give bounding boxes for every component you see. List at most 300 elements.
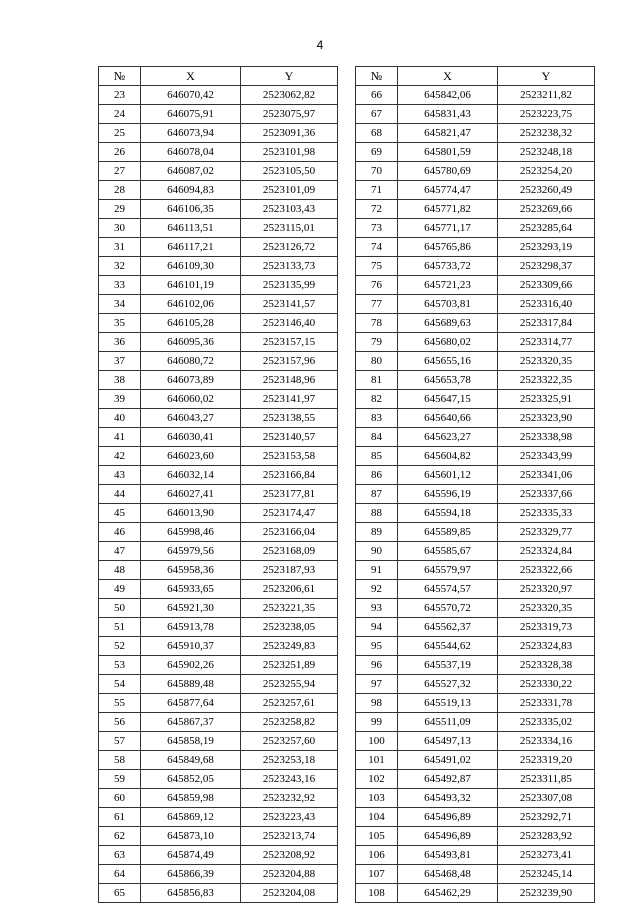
- y-coordinate-right: 2523320,35: [498, 352, 595, 371]
- table-row: [99, 86, 595, 105]
- x-coordinate-right: 645579,97: [398, 561, 498, 580]
- header-number-left: №: [99, 67, 141, 86]
- table-row: [99, 599, 595, 618]
- column-gap: [338, 884, 356, 903]
- x-coordinate-right: 645544,62: [398, 637, 498, 656]
- table-row: [99, 618, 595, 637]
- y-coordinate-right: 2523331,78: [498, 694, 595, 713]
- x-coordinate-right: 645680,02: [398, 333, 498, 352]
- y-coordinate-right: 2523238,32: [498, 124, 595, 143]
- x-coordinate-right: 645462,29: [398, 884, 498, 903]
- point-number-right: 83: [356, 409, 398, 428]
- x-coordinate-left: 646113,51: [141, 219, 241, 238]
- point-number-left: 51: [99, 618, 141, 637]
- table-row: [99, 675, 595, 694]
- y-coordinate-right: 2523248,18: [498, 143, 595, 162]
- x-coordinate-right: 645511,09: [398, 713, 498, 732]
- y-coordinate-left: 2523204,08: [241, 884, 338, 903]
- x-coordinate-right: 645570,72: [398, 599, 498, 618]
- point-number-left: 62: [99, 827, 141, 846]
- x-coordinate-right: 645496,89: [398, 808, 498, 827]
- point-number-left: 42: [99, 447, 141, 466]
- y-coordinate-right: 2523309,66: [498, 276, 595, 295]
- x-coordinate-right: 645585,67: [398, 542, 498, 561]
- x-coordinate-left: 646078,04: [141, 143, 241, 162]
- point-number-left: 35: [99, 314, 141, 333]
- y-coordinate-right: 2523328,38: [498, 656, 595, 675]
- column-gap: [338, 314, 356, 333]
- point-number-left: 40: [99, 409, 141, 428]
- y-coordinate-left: 2523166,04: [241, 523, 338, 542]
- y-coordinate-right: 2523211,82: [498, 86, 595, 105]
- x-coordinate-right: 645574,57: [398, 580, 498, 599]
- y-coordinate-left: 2523146,40: [241, 314, 338, 333]
- y-coordinate-left: 2523221,35: [241, 599, 338, 618]
- x-coordinate-left: 646013,90: [141, 504, 241, 523]
- table-row: [99, 143, 595, 162]
- point-number-left: 23: [99, 86, 141, 105]
- column-gap: [338, 105, 356, 124]
- table-row: [99, 371, 595, 390]
- point-number-left: 65: [99, 884, 141, 903]
- y-coordinate-right: 2523319,73: [498, 618, 595, 637]
- point-number-right: 70: [356, 162, 398, 181]
- y-coordinate-right: 2523311,85: [498, 770, 595, 789]
- point-number-left: 50: [99, 599, 141, 618]
- point-number-right: 104: [356, 808, 398, 827]
- y-coordinate-right: 2523254,20: [498, 162, 595, 181]
- x-coordinate-left: 646032,14: [141, 466, 241, 485]
- x-coordinate-right: 645653,78: [398, 371, 498, 390]
- point-number-right: 81: [356, 371, 398, 390]
- table-header-row: [99, 67, 595, 86]
- y-coordinate-right: 2523269,66: [498, 200, 595, 219]
- point-number-left: 64: [99, 865, 141, 884]
- y-coordinate-right: 2523320,35: [498, 599, 595, 618]
- column-gap: [338, 846, 356, 865]
- point-number-right: 97: [356, 675, 398, 694]
- point-number-right: 108: [356, 884, 398, 903]
- table-row: [99, 200, 595, 219]
- y-coordinate-right: 2523298,37: [498, 257, 595, 276]
- x-coordinate-left: 645849,68: [141, 751, 241, 770]
- point-number-left: 53: [99, 656, 141, 675]
- x-coordinate-right: 645497,13: [398, 732, 498, 751]
- x-coordinate-right: 645689,63: [398, 314, 498, 333]
- x-coordinate-left: 645979,56: [141, 542, 241, 561]
- y-coordinate-left: 2523148,96: [241, 371, 338, 390]
- point-number-right: 80: [356, 352, 398, 371]
- point-number-right: 102: [356, 770, 398, 789]
- y-coordinate-right: 2523337,66: [498, 485, 595, 504]
- x-coordinate-left: 645867,37: [141, 713, 241, 732]
- y-coordinate-right: 2523293,19: [498, 238, 595, 257]
- x-coordinate-right: 645496,89: [398, 827, 498, 846]
- y-coordinate-left: 2523253,18: [241, 751, 338, 770]
- table-row: [99, 124, 595, 143]
- x-coordinate-left: 645856,83: [141, 884, 241, 903]
- point-number-right: 101: [356, 751, 398, 770]
- x-coordinate-right: 645774,47: [398, 181, 498, 200]
- table-row: [99, 314, 595, 333]
- y-coordinate-left: 2523153,58: [241, 447, 338, 466]
- table-row: [99, 181, 595, 200]
- y-coordinate-right: 2523323,90: [498, 409, 595, 428]
- column-gap: [338, 656, 356, 675]
- header-number-right: №: [356, 67, 398, 86]
- y-coordinate-left: 2523257,61: [241, 694, 338, 713]
- table-row: [99, 694, 595, 713]
- y-coordinate-left: 2523255,94: [241, 675, 338, 694]
- x-coordinate-left: 646075,91: [141, 105, 241, 124]
- x-coordinate-left: 645877,64: [141, 694, 241, 713]
- point-number-right: 66: [356, 86, 398, 105]
- column-gap: [338, 599, 356, 618]
- column-gap: [338, 580, 356, 599]
- point-number-right: 91: [356, 561, 398, 580]
- point-number-left: 63: [99, 846, 141, 865]
- y-coordinate-right: 2523223,75: [498, 105, 595, 124]
- point-number-left: 61: [99, 808, 141, 827]
- column-gap: [338, 865, 356, 884]
- y-coordinate-right: 2523283,92: [498, 827, 595, 846]
- point-number-left: 55: [99, 694, 141, 713]
- x-coordinate-right: 645640,66: [398, 409, 498, 428]
- x-coordinate-right: 645492,87: [398, 770, 498, 789]
- table-row: [99, 561, 595, 580]
- y-coordinate-right: 2523335,33: [498, 504, 595, 523]
- column-gap: [338, 447, 356, 466]
- y-coordinate-left: 2523166,84: [241, 466, 338, 485]
- y-coordinate-left: 2523075,97: [241, 105, 338, 124]
- y-coordinate-left: 2523091,36: [241, 124, 338, 143]
- x-coordinate-left: 646105,28: [141, 314, 241, 333]
- y-coordinate-left: 2523133,73: [241, 257, 338, 276]
- y-coordinate-right: 2523260,49: [498, 181, 595, 200]
- y-coordinate-right: 2523338,98: [498, 428, 595, 447]
- table-row: [99, 466, 595, 485]
- y-coordinate-left: 2523177,81: [241, 485, 338, 504]
- column-gap: [338, 713, 356, 732]
- column-gap: [338, 86, 356, 105]
- x-coordinate-right: 645493,32: [398, 789, 498, 808]
- column-gap: [338, 276, 356, 295]
- y-coordinate-right: 2523317,84: [498, 314, 595, 333]
- x-coordinate-right: 645831,43: [398, 105, 498, 124]
- point-number-right: 79: [356, 333, 398, 352]
- point-number-right: 69: [356, 143, 398, 162]
- column-gap: [338, 694, 356, 713]
- x-coordinate-right: 645537,19: [398, 656, 498, 675]
- x-coordinate-right: 645842,06: [398, 86, 498, 105]
- column-gap: [338, 827, 356, 846]
- point-number-right: 75: [356, 257, 398, 276]
- x-coordinate-right: 645604,82: [398, 447, 498, 466]
- point-number-left: 30: [99, 219, 141, 238]
- column-gap: [338, 181, 356, 200]
- x-coordinate-left: 645910,37: [141, 637, 241, 656]
- column-gap: [338, 352, 356, 371]
- y-coordinate-right: 2523322,35: [498, 371, 595, 390]
- x-coordinate-right: 645703,81: [398, 295, 498, 314]
- y-coordinate-left: 2523105,50: [241, 162, 338, 181]
- y-coordinate-left: 2523213,74: [241, 827, 338, 846]
- x-coordinate-right: 645765,86: [398, 238, 498, 257]
- x-coordinate-right: 645780,69: [398, 162, 498, 181]
- table-row: [99, 219, 595, 238]
- y-coordinate-left: 2523238,05: [241, 618, 338, 637]
- point-number-left: 41: [99, 428, 141, 447]
- y-coordinate-left: 2523138,55: [241, 409, 338, 428]
- x-coordinate-left: 645902,26: [141, 656, 241, 675]
- x-coordinate-right: 645468,48: [398, 865, 498, 884]
- header-x-left: X: [141, 67, 241, 86]
- x-coordinate-right: 645527,32: [398, 675, 498, 694]
- column-gap: [338, 219, 356, 238]
- y-coordinate-left: 2523062,82: [241, 86, 338, 105]
- x-coordinate-right: 645491,02: [398, 751, 498, 770]
- x-coordinate-right: 645655,16: [398, 352, 498, 371]
- x-coordinate-left: 646023,60: [141, 447, 241, 466]
- y-coordinate-right: 2523239,90: [498, 884, 595, 903]
- x-coordinate-left: 646095,36: [141, 333, 241, 352]
- x-coordinate-left: 645958,36: [141, 561, 241, 580]
- x-coordinate-right: 645821,47: [398, 124, 498, 143]
- point-number-right: 107: [356, 865, 398, 884]
- point-number-right: 89: [356, 523, 398, 542]
- header-x-right: X: [398, 67, 498, 86]
- point-number-left: 52: [99, 637, 141, 656]
- y-coordinate-left: 2523243,16: [241, 770, 338, 789]
- y-coordinate-right: 2523319,20: [498, 751, 595, 770]
- table-row: [99, 884, 595, 903]
- y-coordinate-right: 2523325,91: [498, 390, 595, 409]
- point-number-left: 59: [99, 770, 141, 789]
- table-row: [99, 409, 595, 428]
- point-number-left: 60: [99, 789, 141, 808]
- x-coordinate-left: 646073,89: [141, 371, 241, 390]
- y-coordinate-left: 2523126,72: [241, 238, 338, 257]
- point-number-left: 39: [99, 390, 141, 409]
- column-gap: [338, 428, 356, 447]
- point-number-left: 24: [99, 105, 141, 124]
- point-number-right: 84: [356, 428, 398, 447]
- y-coordinate-left: 2523187,93: [241, 561, 338, 580]
- table-row: [99, 808, 595, 827]
- column-gap: [338, 618, 356, 637]
- x-coordinate-left: 646070,42: [141, 86, 241, 105]
- table-row: [99, 504, 595, 523]
- column-gap: [338, 257, 356, 276]
- y-coordinate-right: 2523324,83: [498, 637, 595, 656]
- y-coordinate-right: 2523245,14: [498, 865, 595, 884]
- point-number-right: 99: [356, 713, 398, 732]
- table-row: [99, 789, 595, 808]
- y-coordinate-right: 2523329,77: [498, 523, 595, 542]
- y-coordinate-left: 2523103,43: [241, 200, 338, 219]
- y-coordinate-right: 2523320,97: [498, 580, 595, 599]
- column-gap: [338, 523, 356, 542]
- point-number-right: 86: [356, 466, 398, 485]
- y-coordinate-left: 2523258,82: [241, 713, 338, 732]
- x-coordinate-left: 645858,19: [141, 732, 241, 751]
- table-row: [99, 390, 595, 409]
- y-coordinate-right: 2523316,40: [498, 295, 595, 314]
- x-coordinate-right: 645519,13: [398, 694, 498, 713]
- point-number-left: 38: [99, 371, 141, 390]
- x-coordinate-left: 645889,48: [141, 675, 241, 694]
- point-number-right: 78: [356, 314, 398, 333]
- x-coordinate-left: 645866,39: [141, 865, 241, 884]
- point-number-left: 48: [99, 561, 141, 580]
- y-coordinate-right: 2523292,71: [498, 808, 595, 827]
- point-number-left: 26: [99, 143, 141, 162]
- y-coordinate-left: 2523135,99: [241, 276, 338, 295]
- x-coordinate-right: 645589,85: [398, 523, 498, 542]
- table-row: [99, 238, 595, 257]
- column-gap: [338, 124, 356, 143]
- y-coordinate-left: 2523157,15: [241, 333, 338, 352]
- x-coordinate-left: 646102,06: [141, 295, 241, 314]
- x-coordinate-left: 646080,72: [141, 352, 241, 371]
- point-number-right: 76: [356, 276, 398, 295]
- y-coordinate-left: 2523140,57: [241, 428, 338, 447]
- column-gap: [338, 390, 356, 409]
- y-coordinate-right: 2523334,16: [498, 732, 595, 751]
- y-coordinate-left: 2523141,57: [241, 295, 338, 314]
- point-number-right: 77: [356, 295, 398, 314]
- x-coordinate-left: 646030,41: [141, 428, 241, 447]
- table-body: [99, 86, 595, 903]
- point-number-left: 45: [99, 504, 141, 523]
- table-row: [99, 295, 595, 314]
- column-gap: [338, 295, 356, 314]
- column-gap: [338, 67, 356, 86]
- table-row: [99, 846, 595, 865]
- x-coordinate-left: 646027,41: [141, 485, 241, 504]
- x-coordinate-right: 645721,23: [398, 276, 498, 295]
- table-row: [99, 352, 595, 371]
- point-number-right: 96: [356, 656, 398, 675]
- x-coordinate-left: 645873,10: [141, 827, 241, 846]
- table-row: [99, 523, 595, 542]
- y-coordinate-left: 2523257,60: [241, 732, 338, 751]
- point-number-right: 106: [356, 846, 398, 865]
- y-coordinate-left: 2523249,83: [241, 637, 338, 656]
- y-coordinate-left: 2523101,98: [241, 143, 338, 162]
- x-coordinate-left: 646073,94: [141, 124, 241, 143]
- column-gap: [338, 333, 356, 352]
- point-number-left: 32: [99, 257, 141, 276]
- column-gap: [338, 751, 356, 770]
- point-number-right: 105: [356, 827, 398, 846]
- point-number-left: 27: [99, 162, 141, 181]
- point-number-right: 87: [356, 485, 398, 504]
- y-coordinate-right: 2523341,06: [498, 466, 595, 485]
- point-number-left: 57: [99, 732, 141, 751]
- point-number-right: 88: [356, 504, 398, 523]
- point-number-left: 47: [99, 542, 141, 561]
- x-coordinate-left: 646060,02: [141, 390, 241, 409]
- point-number-right: 95: [356, 637, 398, 656]
- y-coordinate-left: 2523232,92: [241, 789, 338, 808]
- column-gap: [338, 485, 356, 504]
- x-coordinate-left: 646117,21: [141, 238, 241, 257]
- table-row: [99, 542, 595, 561]
- column-gap: [338, 238, 356, 257]
- x-coordinate-right: 645647,15: [398, 390, 498, 409]
- y-coordinate-left: 2523223,43: [241, 808, 338, 827]
- y-coordinate-right: 2523314,77: [498, 333, 595, 352]
- y-coordinate-left: 2523157,96: [241, 352, 338, 371]
- column-gap: [338, 675, 356, 694]
- table-row: [99, 637, 595, 656]
- point-number-left: 58: [99, 751, 141, 770]
- point-number-left: 36: [99, 333, 141, 352]
- header-y-right: Y: [498, 67, 595, 86]
- y-coordinate-left: 2523174,47: [241, 504, 338, 523]
- y-coordinate-left: 2523208,92: [241, 846, 338, 865]
- point-number-right: 73: [356, 219, 398, 238]
- table-row: [99, 751, 595, 770]
- x-coordinate-right: 645562,37: [398, 618, 498, 637]
- column-gap: [338, 789, 356, 808]
- column-gap: [338, 143, 356, 162]
- column-gap: [338, 200, 356, 219]
- x-coordinate-left: 646087,02: [141, 162, 241, 181]
- point-number-left: 28: [99, 181, 141, 200]
- x-coordinate-left: 646109,30: [141, 257, 241, 276]
- table-row: [99, 485, 595, 504]
- x-coordinate-left: 645913,78: [141, 618, 241, 637]
- table-row: [99, 770, 595, 789]
- x-coordinate-left: 646101,19: [141, 276, 241, 295]
- point-number-right: 90: [356, 542, 398, 561]
- x-coordinate-right: 645493,81: [398, 846, 498, 865]
- column-gap: [338, 808, 356, 827]
- y-coordinate-right: 2523330,22: [498, 675, 595, 694]
- point-number-left: 25: [99, 124, 141, 143]
- point-number-right: 100: [356, 732, 398, 751]
- point-number-left: 49: [99, 580, 141, 599]
- x-coordinate-right: 645594,18: [398, 504, 498, 523]
- table-row: [99, 162, 595, 181]
- y-coordinate-right: 2523273,41: [498, 846, 595, 865]
- point-number-right: 71: [356, 181, 398, 200]
- table-row: [99, 580, 595, 599]
- table-row: [99, 656, 595, 675]
- point-number-right: 93: [356, 599, 398, 618]
- point-number-left: 46: [99, 523, 141, 542]
- table-row: [99, 428, 595, 447]
- table-row: [99, 276, 595, 295]
- point-number-left: 33: [99, 276, 141, 295]
- point-number-right: 85: [356, 447, 398, 466]
- point-number-left: 44: [99, 485, 141, 504]
- table-row: [99, 333, 595, 352]
- point-number-right: 98: [356, 694, 398, 713]
- x-coordinate-right: 645733,72: [398, 257, 498, 276]
- point-number-right: 74: [356, 238, 398, 257]
- point-number-left: 29: [99, 200, 141, 219]
- table-row: [99, 105, 595, 124]
- y-coordinate-left: 2523141,97: [241, 390, 338, 409]
- table-row: [99, 447, 595, 466]
- x-coordinate-right: 645601,12: [398, 466, 498, 485]
- column-gap: [338, 162, 356, 181]
- header-y-left: Y: [241, 67, 338, 86]
- y-coordinate-right: 2523324,84: [498, 542, 595, 561]
